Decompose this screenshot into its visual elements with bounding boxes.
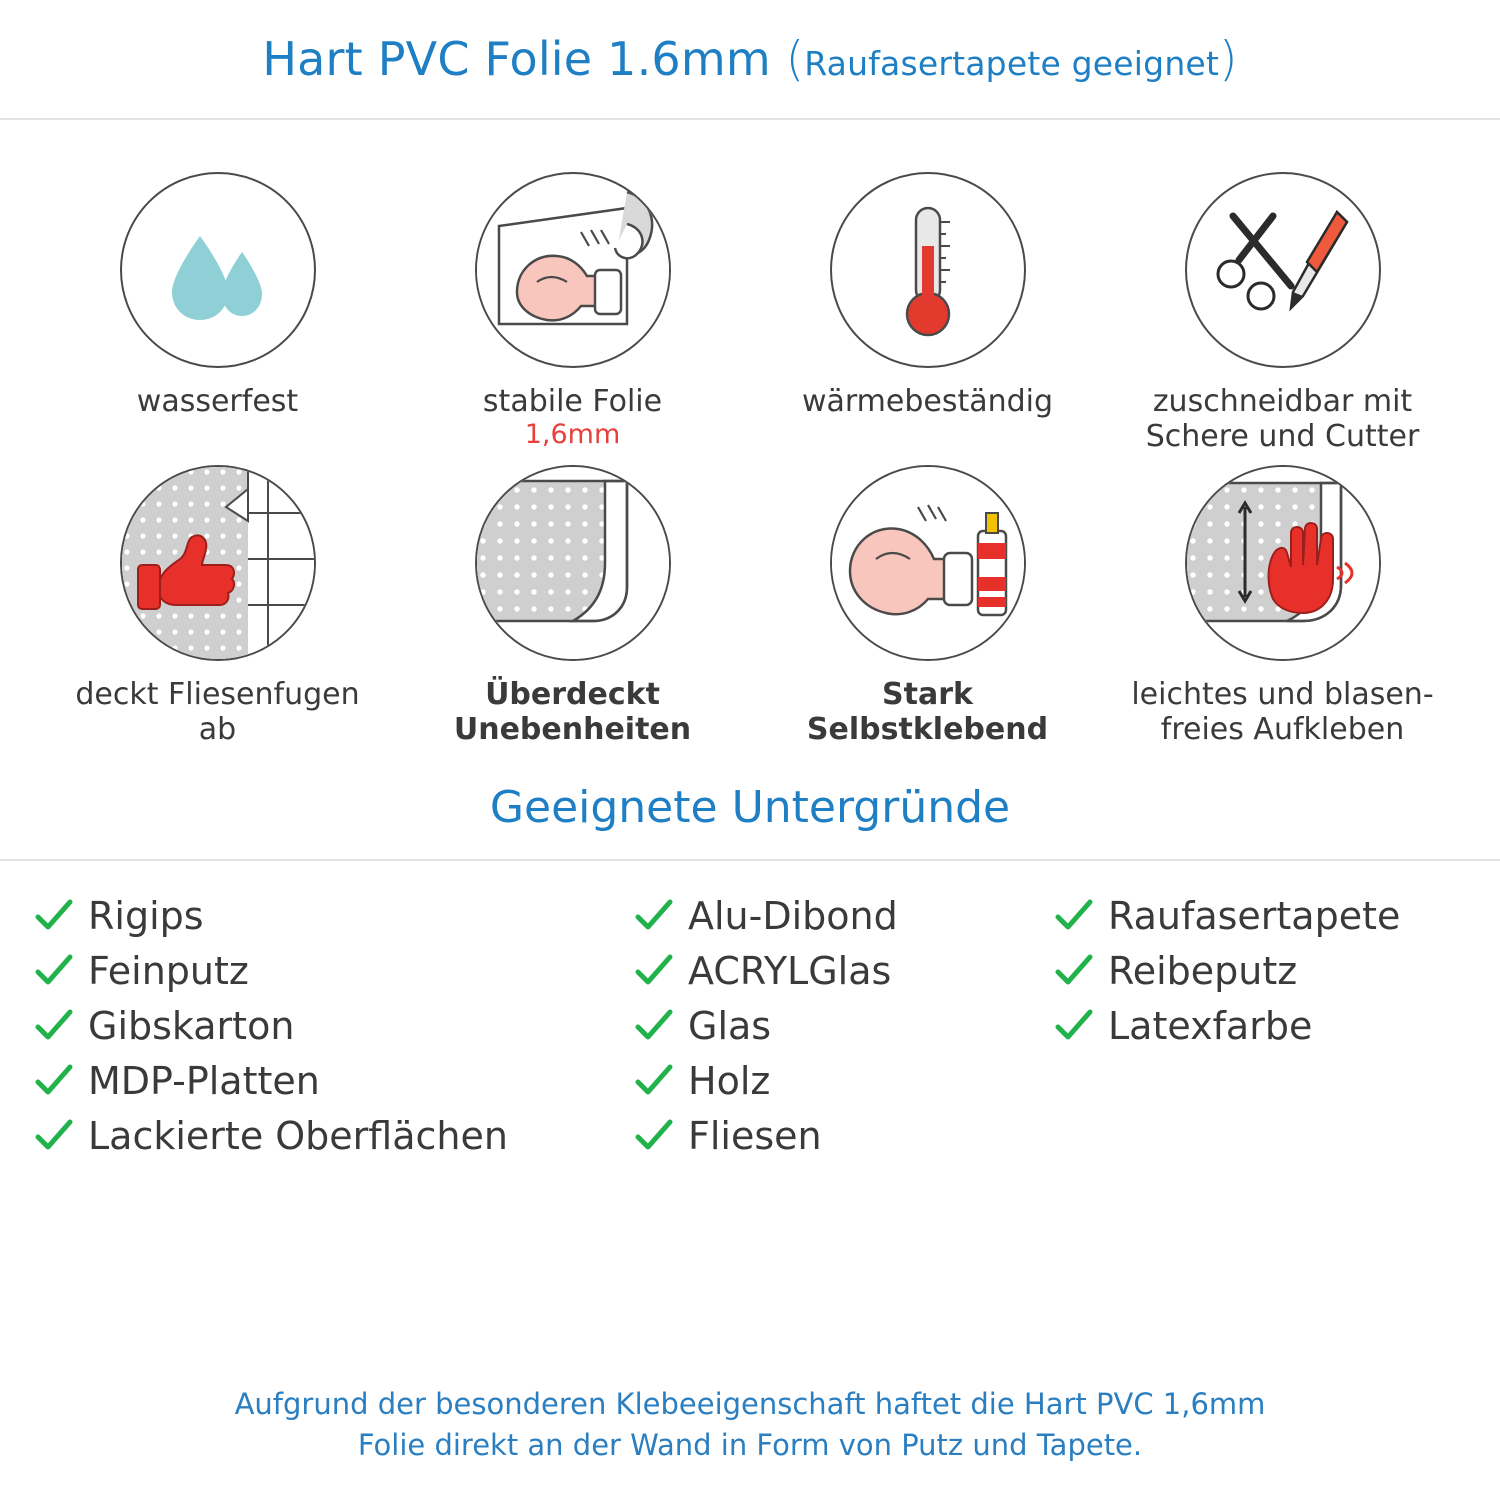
check-icon	[634, 1119, 674, 1153]
page-title-paren-close: )	[1219, 31, 1238, 87]
feature-label: Überdeckt Unebenheiten	[453, 676, 692, 748]
list-item-label: MDP-Platten	[88, 1058, 320, 1103]
list-item-label: Alu-Dibond	[688, 893, 898, 938]
checklist-column-3	[1054, 893, 1470, 1172]
feature-sublabel: 1,6mm	[524, 419, 621, 451]
list-item	[634, 1003, 1054, 1048]
check-icon	[34, 954, 74, 988]
list-item-label: Glas	[688, 1003, 772, 1048]
peeling-foil-icon	[475, 465, 671, 661]
list-item	[34, 1113, 634, 1158]
list-item-label: ACRYLGlas	[688, 948, 892, 993]
hand-smoothing-icon	[1185, 465, 1381, 661]
water-drops-icon	[120, 172, 316, 368]
list-item	[1054, 948, 1470, 993]
arm-glue-icon	[830, 465, 1026, 661]
page-header	[0, 0, 1500, 120]
list-item	[34, 893, 634, 938]
checklist-column-1	[34, 893, 634, 1172]
footnote-line-2: Folie direkt an der Wand in Form von Putz und Tapete.	[357, 1427, 1143, 1462]
feature-item	[1105, 465, 1460, 748]
list-item	[634, 893, 1054, 938]
feature-item	[40, 465, 395, 748]
feature-item	[395, 172, 750, 455]
list-item	[1054, 1003, 1470, 1048]
feature-label: deckt Fliesenfugen ab	[75, 676, 360, 748]
check-icon	[34, 1064, 74, 1098]
feature-item	[750, 172, 1105, 455]
feature-label: leichtes und blasen- freies Aufkleben	[1131, 676, 1434, 748]
list-item	[34, 1003, 634, 1048]
check-icon	[634, 899, 674, 933]
check-icon	[1054, 899, 1094, 933]
feature-grid	[0, 120, 1500, 748]
feature-item	[40, 172, 395, 455]
feature-item	[395, 465, 750, 748]
list-item	[1054, 893, 1470, 938]
list-item-label: Reibeputz	[1108, 948, 1298, 993]
check-icon	[1054, 1009, 1094, 1043]
list-item	[634, 1058, 1054, 1103]
list-item	[34, 948, 634, 993]
list-item-label: Latexfarbe	[1108, 1003, 1313, 1048]
feature-label: stabile Folie	[482, 384, 663, 419]
list-item	[634, 1113, 1054, 1158]
list-item-label: Fliesen	[688, 1113, 822, 1158]
feature-item	[1105, 172, 1460, 455]
check-icon	[1054, 954, 1094, 988]
thumbs-up-tile-joints-icon	[120, 465, 316, 661]
check-icon	[34, 1009, 74, 1043]
footnote	[0, 1384, 1500, 1466]
feature-label: wasserfest	[136, 384, 299, 419]
page-title-sub: Raufasertapete geeignet	[804, 43, 1220, 83]
list-item-label: Feinputz	[88, 948, 249, 993]
check-icon	[634, 1064, 674, 1098]
check-icon	[634, 954, 674, 988]
list-item-label: Lackierte Oberflächen	[88, 1113, 508, 1158]
strong-foil-arm-icon	[475, 172, 671, 368]
check-icon	[34, 1119, 74, 1153]
list-item-label: Rigips	[88, 893, 204, 938]
feature-label: Stark Selbstklebend	[806, 676, 1049, 748]
section-title: Geeignete Untergründe	[489, 781, 1011, 833]
scissors-cutter-icon	[1185, 172, 1381, 368]
substrate-checklist	[0, 861, 1500, 1172]
thermometer-icon	[830, 172, 1026, 368]
list-item	[634, 948, 1054, 993]
feature-item	[750, 465, 1105, 748]
page-title-paren-open: (	[785, 31, 805, 87]
footnote-line-1: Aufgrund der besonderen Klebeeigenschaft haftet die Hart PVC 1,6mm	[234, 1386, 1266, 1421]
list-item-label: Holz	[688, 1058, 771, 1103]
checklist-column-2	[634, 893, 1054, 1172]
check-icon	[634, 1009, 674, 1043]
list-item-label: Gibskarton	[88, 1003, 295, 1048]
check-icon	[34, 899, 74, 933]
list-item	[34, 1058, 634, 1103]
feature-label: zuschneidbar mit Schere und Cutter	[1145, 384, 1420, 455]
list-item-label: Raufasertapete	[1108, 893, 1401, 938]
feature-label: wärmebeständig	[801, 384, 1054, 419]
page-title-main: Hart PVC Folie 1.6mm	[262, 31, 771, 86]
section-header	[0, 782, 1500, 861]
page-title	[262, 32, 1237, 87]
